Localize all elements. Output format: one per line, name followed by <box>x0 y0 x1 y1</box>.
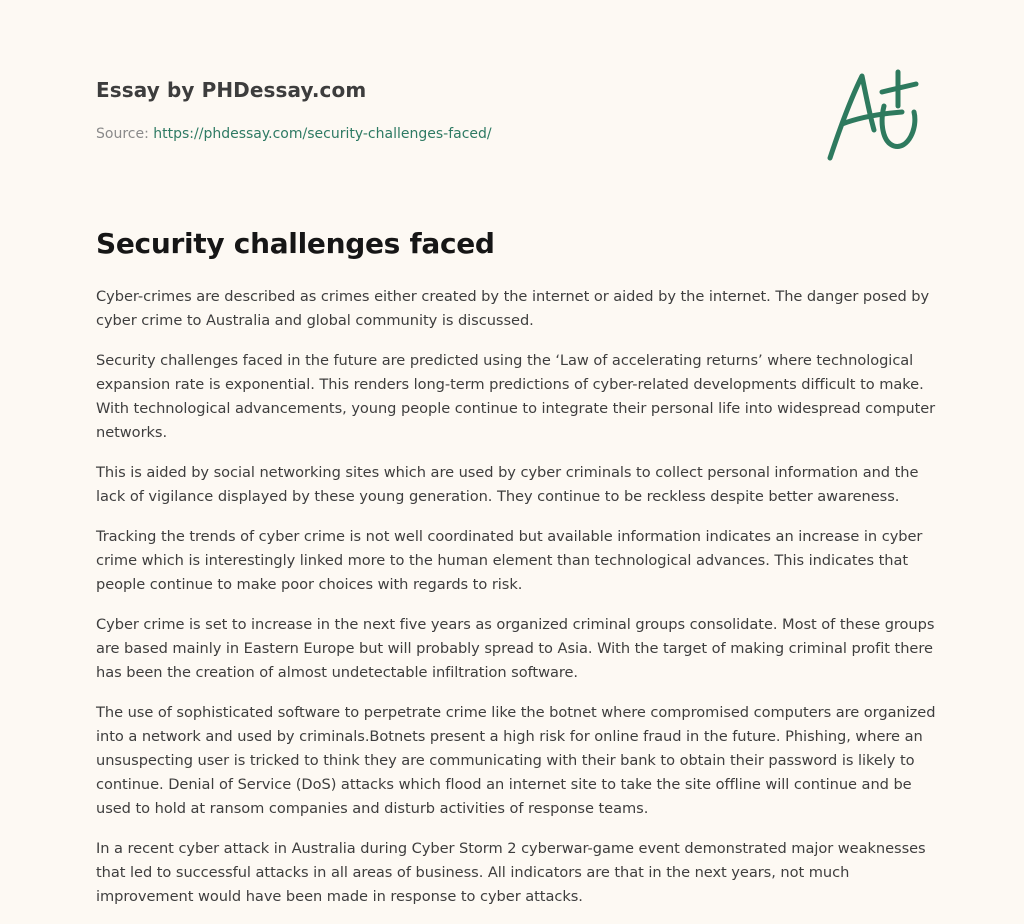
essay-paragraph: Security challenges faced in the future are predicted using the ‘Law of accelerating returns’ where technological expansion rate is exponential. This renders long-term predictions of cyber-related developments difficult to make. With technological advancements, young people continue to integrate their personal life into widespread computer networks. <box>96 352 936 441</box>
essay-paragraph: The use of sophisticated software to perpetrate crime like the botnet where compromised computers are organized into a network and used by criminals.Botnets present a high risk for online fraud in the future. Phishing, where an unsuspecting user is tricked to think they are communicating with their bank to obtain their password is likely to continue. Denial of Service (DoS) attacks which flood an internet site to take the site offline will continue and be used to hold at ransom companies and disturb activities of response teams. <box>96 704 936 817</box>
site-title: Essay by PHDessay.com <box>96 78 367 102</box>
a-plus-logo-icon <box>818 66 930 166</box>
essay-title: Security challenges faced <box>96 227 495 260</box>
page-header <box>96 76 796 144</box>
essay-paragraph: Tracking the trends of cyber crime is not well coordinated but available information indicates an increase in cyber crime which is interestingly linked more to the human element than technological advances. This indicates that people continue to make poor choices with regards to risk. <box>96 528 923 593</box>
source-label: Source: <box>96 126 149 142</box>
a-plus-logo <box>818 66 930 166</box>
essay-paragraph: Cyber crime is set to increase in the next five years as organized criminal groups consolidate. Most of these groups are based mainly in Eastern Europe but will probably spread to Asia. With the target of making criminal profit there has been the creation of almost undetectable infiltration software. <box>96 616 935 681</box>
essay-paragraph: This is aided by social networking sites which are used by cyber criminals to collect personal information and the lack of vigilance displayed by these young generation. They continue to be reckless despite better awareness. <box>96 464 919 505</box>
essay-paragraph: In a recent cyber attack in Australia during Cyber Storm 2 cyberwar-game event demonstrated major weaknesses that led to successful attacks in all areas of business. All indicators are that in the next years, not much improvement would have been made in response to cyber attacks. <box>96 840 926 905</box>
source-link[interactable]: https://phdessay.com/security-challenges-faced/ <box>153 126 492 142</box>
source-line <box>96 124 796 144</box>
essay-body <box>96 285 936 924</box>
essay-paragraph: Cyber-crimes are described as crimes either created by the internet or aided by the internet. The danger posed by cyber crime to Australia and global community is discussed. <box>96 288 930 329</box>
